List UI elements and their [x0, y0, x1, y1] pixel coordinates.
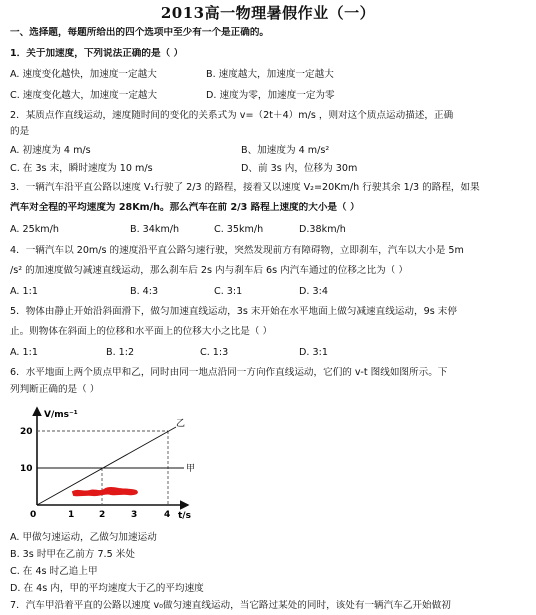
- q5-option-b: B. 1:2: [106, 347, 135, 358]
- y-tick-20: 20: [20, 427, 33, 437]
- q4-option-b: B. 4:3: [130, 286, 159, 297]
- origin-label: 0: [30, 510, 37, 520]
- q4-option-a: A. 1:1: [10, 286, 38, 297]
- q5-option-c: C. 1:3: [200, 347, 229, 358]
- y-axis-label: V/ms⁻¹: [44, 410, 78, 420]
- q1-option-c: C. 速度变化越大，加速度一定越大: [10, 90, 158, 101]
- vt-graph: [0, 400, 200, 530]
- q5-option-a: A. 1:1: [10, 347, 38, 358]
- x-tick-3: 3: [131, 510, 138, 520]
- q3-option-c: C. 35km/h: [214, 224, 264, 235]
- q1-option-d: D. 速度为零，加速度一定为零: [206, 90, 335, 101]
- q2-option-c: C. 在 3s 末，瞬时速度为 10 m/s: [10, 163, 153, 174]
- q4-option-d: D. 3:4: [299, 286, 328, 297]
- q1-option-b: B. 速度越大，加速度一定越大: [206, 69, 334, 80]
- q5-stem-line1: 5．物体由静止开始沿斜面滑下，做匀加速直线运动，3s 末开始在水平地面上做匀减速直线运动，9s 末停: [10, 306, 457, 317]
- yi-label: 乙: [176, 419, 186, 429]
- page-title: 2013高一物理暑假作业（一）: [160, 4, 376, 22]
- x-tick-4: 4: [164, 510, 171, 520]
- q6-stem-line2: 列判断正确的是（ ）: [10, 384, 100, 395]
- q3-option-b: B. 34km/h: [130, 224, 180, 235]
- q6-option-a: A. 甲做匀速运动，乙做匀加速运动: [10, 532, 157, 543]
- q6-option-c: C. 在 4s 时乙追上甲: [10, 566, 98, 577]
- x-axis-label: t/s: [178, 511, 191, 521]
- q2-stem-line1: 2．某质点作直线运动，速度随时间的变化的关系式为 v=（2t＋4）m/s ，则对这个质点运动描述，正确: [10, 110, 454, 121]
- q1-stem: 1．关于加速度，下列说法正确的是（ ）: [10, 48, 184, 59]
- q2-option-a: A. 初速度为 4 m/s: [10, 145, 91, 156]
- section-heading: 一、选择题，每题所给出的四个选项中至少有一个是正确的。: [10, 27, 270, 38]
- q2-option-d: D、前 3s 内，位移为 30m: [241, 163, 358, 174]
- y-tick-10: 10: [20, 464, 33, 474]
- red-scribble-mark: [73, 488, 137, 495]
- q6-option-b: B. 3s 时甲在乙前方 7.5 米处: [10, 549, 135, 560]
- q3-option-a: A. 25km/h: [10, 224, 59, 235]
- q2-option-b: B、加速度为 4 m/s²: [241, 145, 330, 156]
- q1-option-a: A. 速度变化越快，加速度一定越大: [10, 69, 157, 80]
- q3-stem-line2: 汽车对全程的平均速度为 28Km/h。那么汽车在前 2/3 路程上速度的大小是（ ）: [10, 202, 360, 213]
- jia-label: 甲: [186, 464, 196, 474]
- q2-stem-line2: 的是: [10, 126, 30, 137]
- q6-stem-line1: 6．水平地面上两个质点甲和乙，同时由同一地点沿同一方向作直线运动，它们的 v-t 图线如图所示。下: [10, 367, 448, 378]
- q3-stem-line1: 3．一辆汽车沿平直公路以速度 V₁行驶了 2/3 的路程，接着又以速度 V₂=20Km/h 行驶其余 1/3 的路程，如果: [10, 182, 480, 193]
- q3-option-d: D.38km/h: [299, 224, 346, 235]
- q6-option-d: D. 在 4s 内，甲的平均速度大于乙的平均速度: [10, 583, 204, 594]
- q5-stem-line2: 止。则物体在斜面上的位移和水平面上的位移大小之比是（ ）: [10, 326, 273, 337]
- q4-stem-line2: /s² 的加速度做匀减速直线运动，那么刹车后 2s 内与刹车后 6s 内汽车通过的位移之比为（ ）: [10, 265, 408, 276]
- x-tick-2: 2: [99, 510, 106, 520]
- x-tick-1: 1: [68, 510, 75, 520]
- q4-stem-line1: 4．一辆汽车以 20m/s 的速度沿平直公路匀速行驶，突然发现前方有障碍物，立即刹车，汽车以大小是 5m: [10, 245, 464, 256]
- q5-option-d: D. 3:1: [299, 347, 328, 358]
- q4-option-c: C. 3:1: [214, 286, 243, 297]
- q7-stem-line1: 7．汽车甲沿着平直的公路以速度 v₀做匀速直线运动，当它路过某处的同时，该处有一辆汽车乙开始做初: [10, 600, 451, 611]
